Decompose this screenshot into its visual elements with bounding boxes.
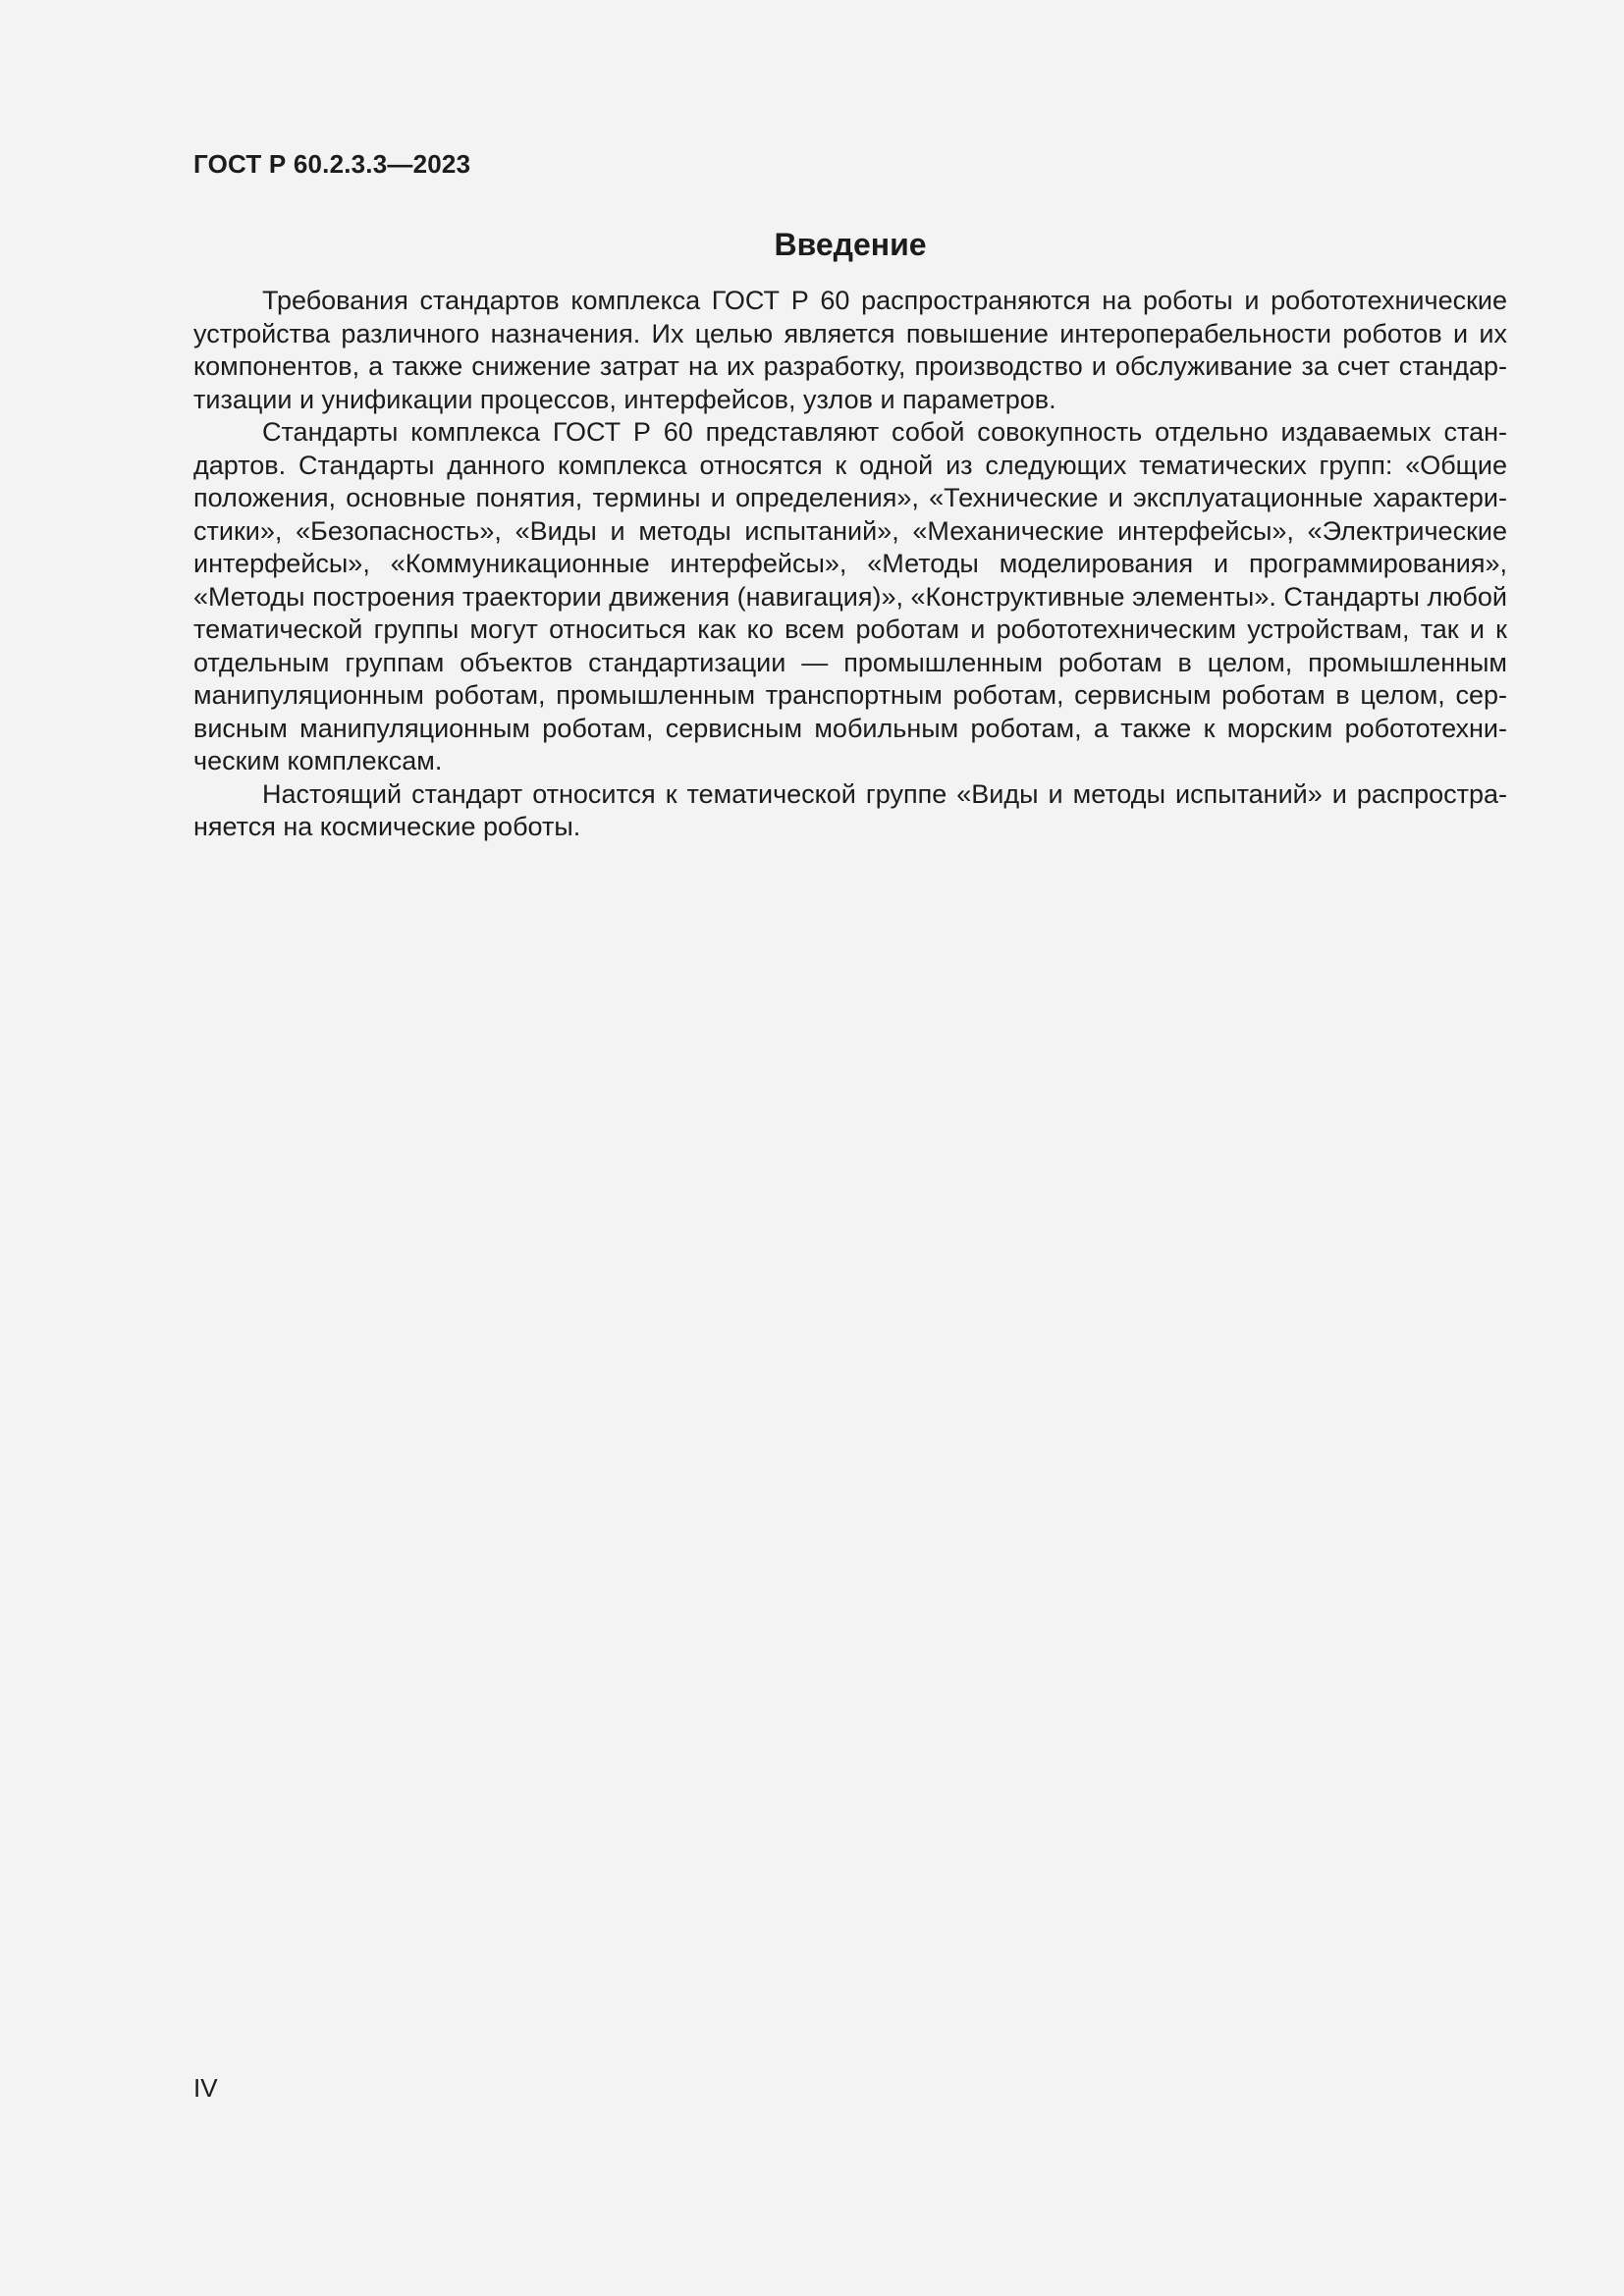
paragraph: Стандарты комплекса ГОСТ Р 60 представляют собой совокупность отдельно издаваемых стандартов. Стандарты данного комплекса относятся к одной из следующих тематических групп: «Общие положения, основные понятия, термины и определения», «Технические и эксплуатационные характеристики», «Безопасность», «Виды и методы испытаний», «Механические интерфейсы», «Электрические интерфейсы», «Коммуникационные интерфейсы», «Методы моделирования и программирования», «Методы построения траектории движения (навигация)», «Конструктивные элементы». Стандарты любой тематической группы могут относиться как ко всем роботам и робототехническим устройствам, так и к отдельным группам объектов стандартизации — промышленным роботам в целом, промышленным манипуляционным роботам, промышленным транспортным роботам, сервисным роботам в целом, сервисным манипуляционным роботам, сервисным мобильным роботам, а также к морским робототехническим комплексам. <box>193 417 1507 775</box>
section-title: Введение <box>774 227 927 262</box>
paragraph: Настоящий стандарт относится к тематической группе «Виды и методы испытаний» и распространяется на космические роботы. <box>193 778 1507 841</box>
document-designation: ГОСТ Р 60.2.3.3—2023 <box>193 149 471 179</box>
introduction-body <box>193 285 1507 844</box>
paragraph: Требования стандартов комплекса ГОСТ Р 60 распространяются на роботы и робототехнические устройства различного назначения. Их целью является повышение интероперабельности роботов и их компонентов, а также снижение затрат на их разработку, производство и обслуживание за счет стандартизации и унификации процессов, интерфейсов, узлов и параметров. <box>193 286 1507 414</box>
page-number: IV <box>193 2073 218 2103</box>
